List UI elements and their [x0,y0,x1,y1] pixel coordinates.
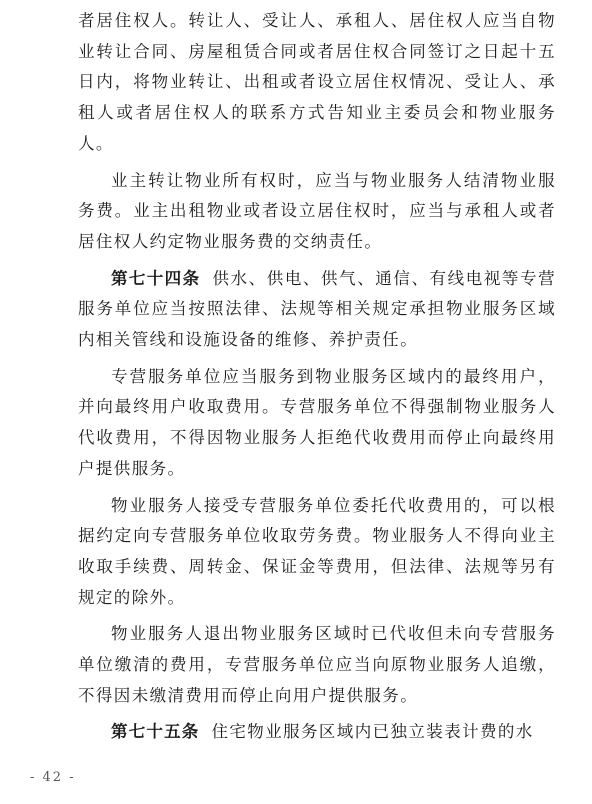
article-75-paragraph [78,717,556,748]
paragraph-text: 住宅物业服务区域内已独立装表计费的水 [211,722,534,742]
article-heading: 第七十五条 [111,722,200,742]
paragraph-text: 物业服务人退出物业服务区域时已代收但未向专营服务单位缴清的费用，专营服务单位应当向原物业服务人追缴，不得因未缴清费用而停止向用户提供服务。 [78,624,556,705]
paragraph [78,619,556,711]
document-body [78,6,556,754]
article-74-paragraph [78,264,556,356]
paragraph-continuation [78,6,556,160]
page-number: - 42 - [30,770,76,785]
paragraph [78,491,556,614]
paragraph-text: 专营服务单位应当服务到物业服务区域内的最终用户，并向最终用户收取费用。专营服务单位不得强制物业服务人代收费用，不得因物业服务人拒绝代收费用而停止向最终用户提供服务。 [78,366,556,478]
paragraph-text: 者居住权人。转让人、受让人、承租人、居住权人应当自物业转让合同、房屋租赁合同或者居住权合同签订之日起十五日内，将物业转让、出租或者设立居住权情况、受让人、承租人或者居住权人的联系方式告知业主委员会和物业服务人。 [78,11,556,153]
paragraph-text: 业主转让物业所有权时，应当与物业服务人结清物业服务费。业主出租物业或者设立居住权时，应当与承租人或者居住权人约定物业服务费的交纳责任。 [78,170,556,251]
paragraph-text: 物业服务人接受专营服务单位委托代收费用的，可以根据约定向专营服务单位收取劳务费。物业服务人不得向业主收取手续费、周转金、保证金等费用，但法律、法规等另有规定的除外。 [78,495,556,607]
article-heading: 第七十四条 [111,268,201,288]
paragraph [78,362,556,485]
paragraph-text: 供水、供电、供气、通信、有线电视等专营服务单位应当按照法律、法规等相关规定承担物业服务区域内相关管线和设施设备的维修、养护责任。 [78,268,557,350]
paragraph [78,166,556,258]
